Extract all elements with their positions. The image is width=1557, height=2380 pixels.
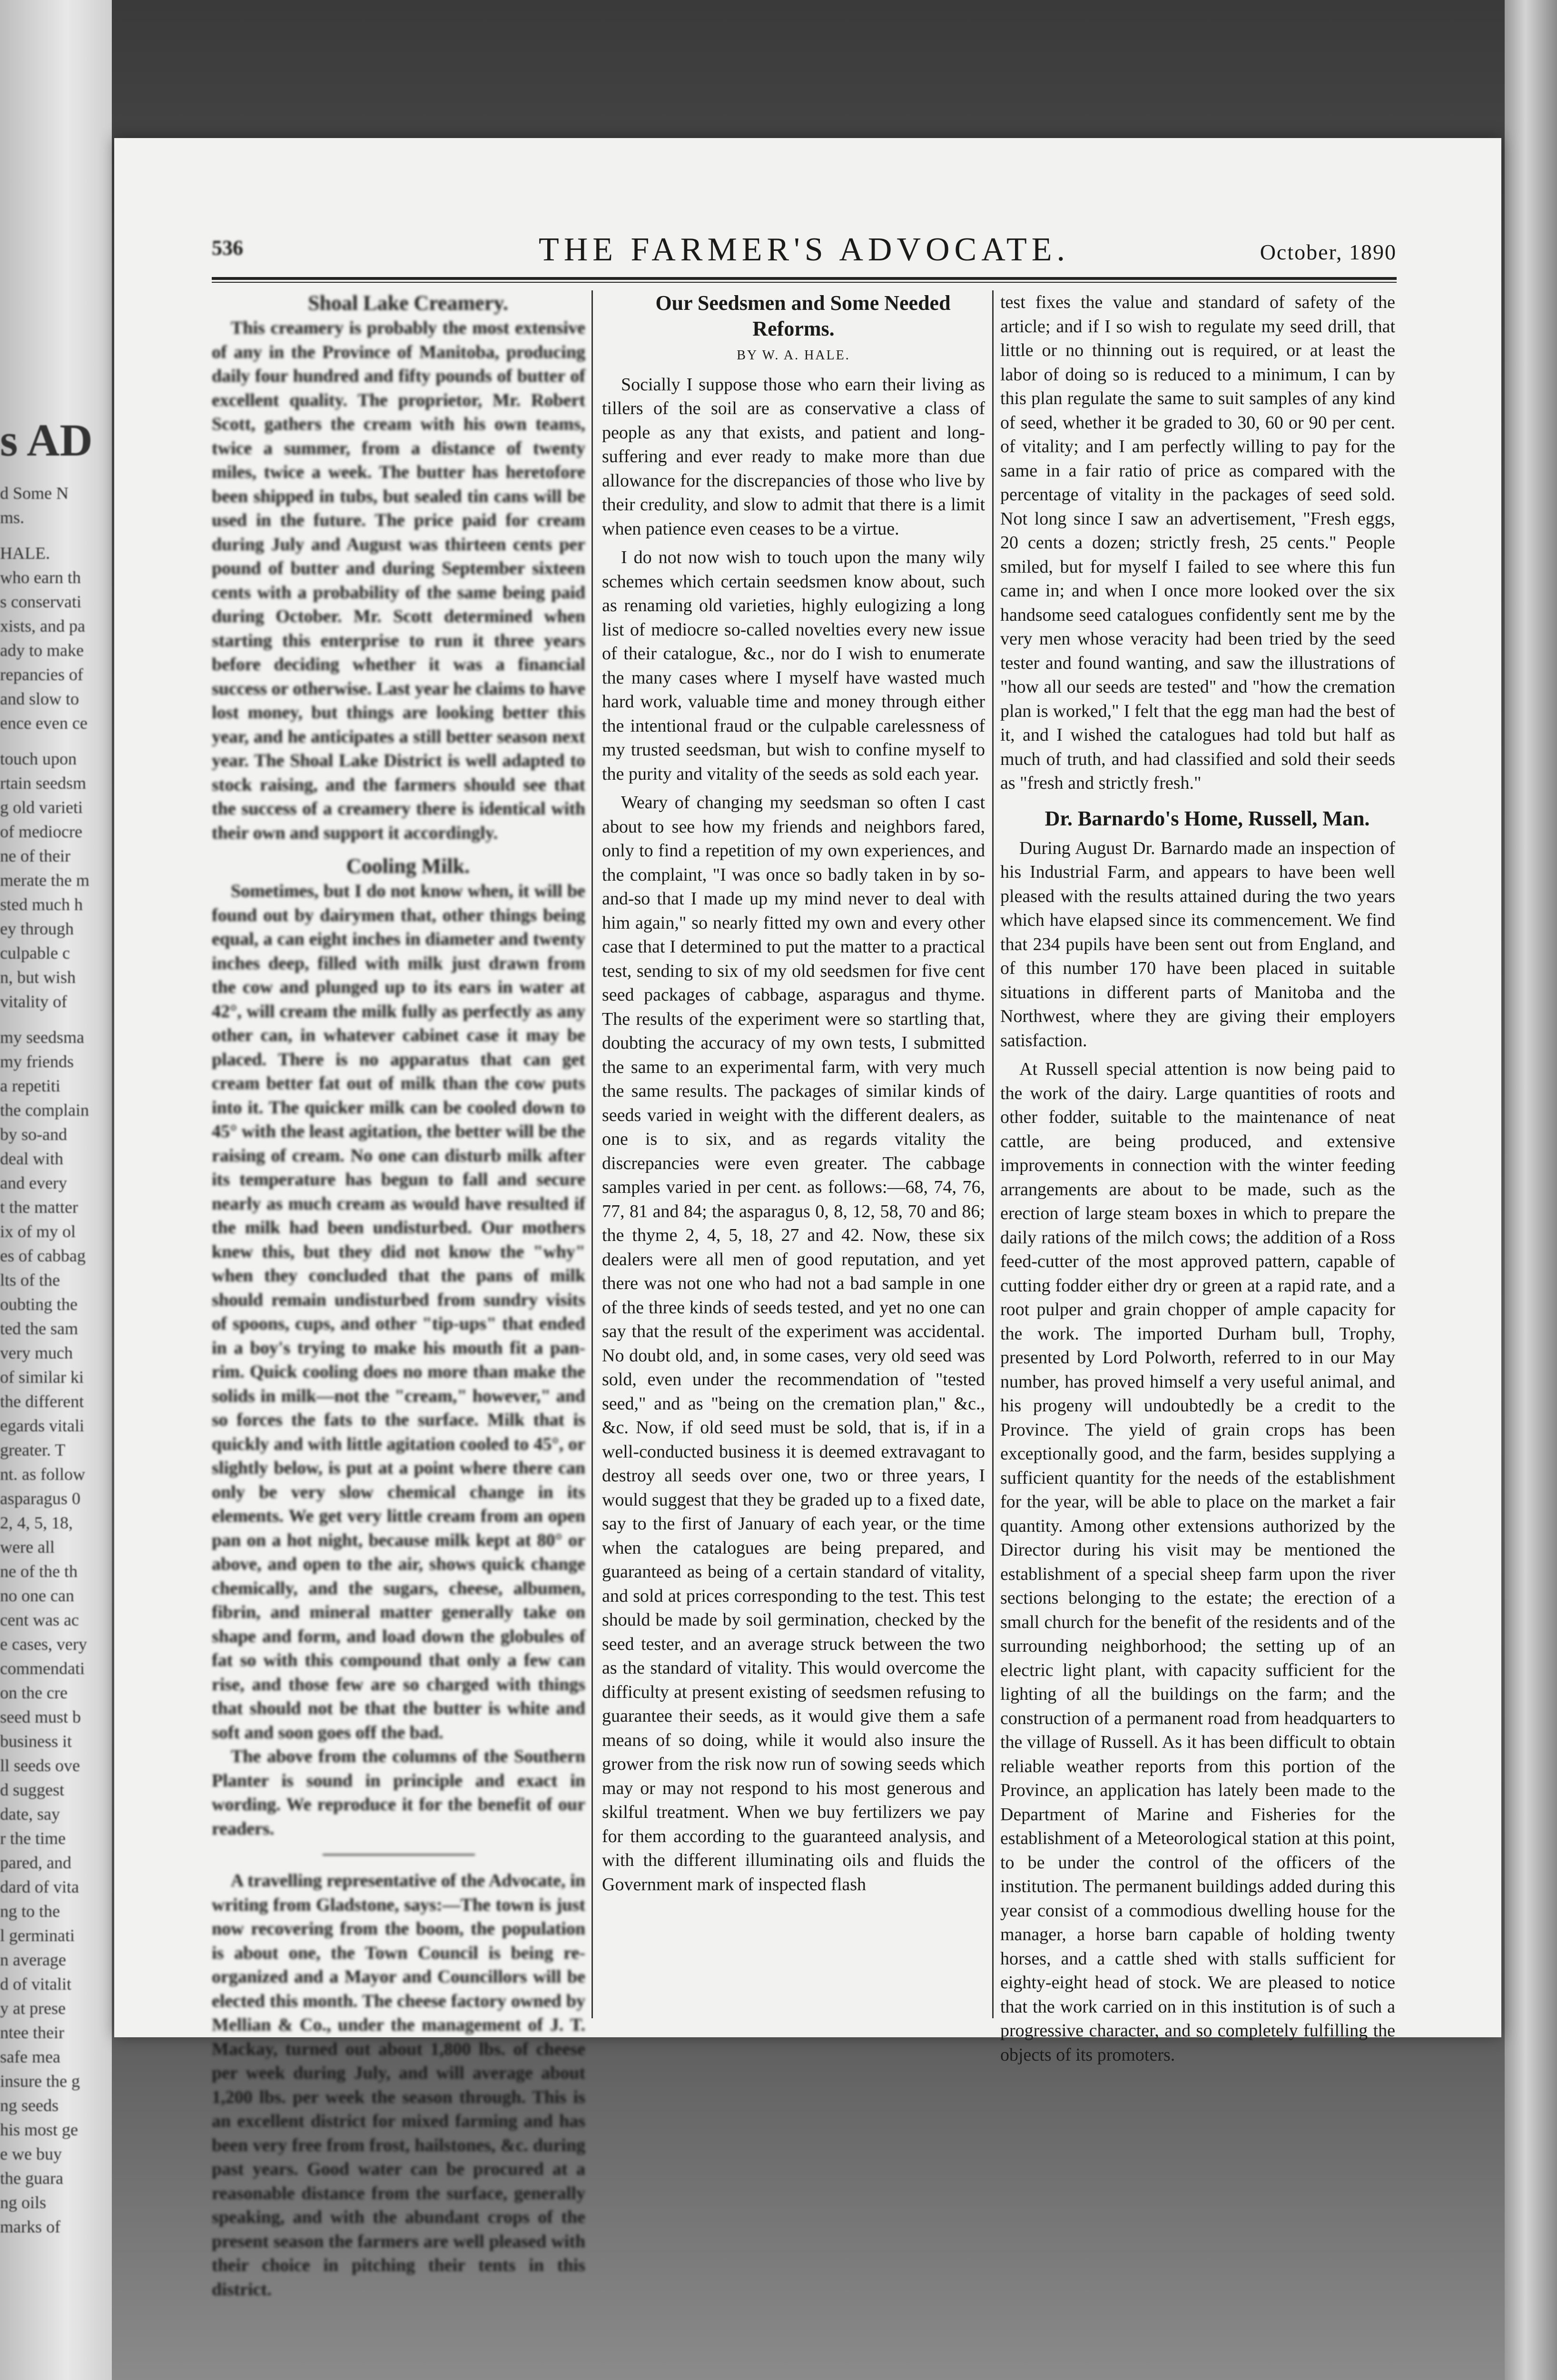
adjacent-page-text: l germinati [0, 1926, 75, 1945]
adjacent-page-text: repancies of [0, 665, 83, 684]
page-header [212, 231, 1397, 269]
adjacent-page-text: d Some N [0, 484, 69, 503]
article-note-southern-planter: The above from the columns of the Southern Planter is sound in principle and exact in wording. We reproduce it for the benefit of our readers. [212, 1746, 585, 1839]
adjacent-page-text: the complain [0, 1101, 89, 1120]
adjacent-page-text: the guara [0, 2169, 63, 2188]
adjacent-page-text: no one can [0, 1586, 74, 1605]
adjacent-page-text: sted much h [0, 895, 83, 914]
adjacent-page-text: n average [0, 1950, 66, 1969]
adjacent-page-text: 2, 4, 5, 18, [0, 1513, 73, 1532]
adjacent-page-text: culpable c [0, 943, 70, 962]
column-rule-2 [992, 290, 994, 2018]
adjacent-page-text: date, say [0, 1805, 60, 1824]
article-title-creamery: Shoal Lake Creamery. [308, 291, 508, 315]
seedsmen-paragraph-3: Weary of changing my seedsman so often I cast about to see how my friends and neighbors fared, only to find a repetition of my own experiences, and the complaint, "I was once so badly taken in by so-and-so that I made up my mind never to deal with him again," so nearly fitted my own and every other case that I determined to put the matter to a practical test, sending to six of my old seedsmen for five cent seed packages of cabbage, asparagus and thyme. The results of the experiment were so startling that, doubting the accuracy of my own tests, I submitted the same to an experimental farm, with very much the same results. The packages of similar kinds of seeds varied in weight with the different dealers, as one is to six, and as regards vitality the discrepancies were even greater. The cabbage samples varied in per cent. as follows:—68, 74, 76, 77, 81 and 84; the asparagus 0, 8, 12, 58, 70 and 86; the thyme 2, 4, 5, 18, 27 and 42. Now, these six dealers were all men of good reputation, and yet there was not one who had not a bad sample in one of the three kinds of seeds tested, and yet no one can say that the result of the experiment was accidental. No doubt old, and, in some cases, very old seed was sold, even under the recommendation of "tested seed," and as "being on the cremation plan," &c., &c. Now, if old seed must be sold, that is, if in a well-conducted business it is deemed extravagant to destroy all seeds over one, two or three years, I would suggest that they be graded up to a fixed date, say to the first of January of each year, or the time when the catalogues are being prepared, and guaranteed as being of a certain standard of vitality, and sold at prices corresponding to the test. This test should be made by soil germination, checked by the seed tester, and an average struck between the two as the standard of vitality. This would overcome the difficulty at present existing of seedsmen refusing to guarantee their seeds, as it would give them a safe means of so doing, while it would also insure the grower from the risk now run of sowing seeds which may or may not respond to his most generous and skilful treatment. When we buy fertilizers we pay for them according to the guaranteed analysis, and with the different illuminating oils and fluids the Government mark of inspected flash [602, 793, 985, 1894]
adjacent-page-text: e we buy [0, 2144, 62, 2163]
adjacent-page-text: business it [0, 1732, 72, 1751]
page-edge-right [1505, 0, 1557, 2380]
column-left [212, 290, 585, 2301]
adjacent-page-text: very much [0, 1343, 73, 1362]
adjacent-page-text: e cases, very [0, 1635, 87, 1654]
seedsmen-paragraph-2: I do not now wish to touch upon the many wily schemes which certain seedsmen know about, such as renaming old varieties, highly eulogizing a long list of mediocre so-called novelties every new issue of their catalogue, &c., nor do I wish to enumerate the many cases where I myself have wasted much hard work, valuable time and money through either the intentional fraud or the culpable carelessness of my trusted seedsman, but wish to confine myself to the purity and vitality of the seeds as sold each year. [602, 547, 985, 784]
adjacent-page-text: and slow to [0, 689, 79, 708]
article-body-creamery: This creamery is probably the most extensive of any in the Province of Manitoba, producing daily four hundred and fifty pounds of butter of excellent quality. The proprietor, Mr. Robert Scott, gathers the cream with his own teams, twice a summer, from a distance of twenty miles, twice a week. The butter has heretofore been shipped in tubs, but sealed tin cans will be used in the future. The price paid for cream during July and August was thirteen cents per pound of butter and during September sixteen cents with a probability of the same being paid during October. Mr. Scott determined when starting this enterprise to run it three years before deciding whether it was a financial success or otherwise. Last year he claims to have lost money, but things are looking better this year, and he anticipates a still better season next year. The Shoal Lake District is well adapted to stock raising, and the farmers should see that the success of a creamery there is identical with their own and support it accordingly. [212, 318, 585, 843]
article-title-seedsmen: Our Seedsmen and Some Needed Reforms. [655, 291, 951, 340]
adjacent-page-text: of similar ki [0, 1368, 84, 1387]
adjacent-page-text: d of vitalit [0, 1974, 71, 1993]
barnardo-paragraph-1: During August Dr. Barnardo made an inspection of his Industrial Farm, and appears to have been well pleased with the results attained during the two years which have elapsed since its commencement. We find that 234 pupils have been sent out from England, and of this number 170 have been placed in suitable situations in different parts of Manitoba and the Northwest, where they are giving their employers satisfaction. [1000, 838, 1395, 1051]
adjacent-page-text: egards vitali [0, 1416, 84, 1435]
adjacent-page-text: es of cabbag [0, 1246, 86, 1265]
page-number: 536 [212, 236, 243, 259]
adjacent-page-text: ng oils [0, 2193, 47, 2212]
adjacent-page-text: r the time [0, 1829, 66, 1848]
adjacent-page-text: y at prese [0, 1999, 66, 2018]
adjacent-page-text: merate the m [0, 871, 89, 890]
column-rule-1 [591, 290, 593, 2018]
adjacent-page-text: touch upon [0, 749, 77, 768]
adjacent-page-text: vitality of [0, 992, 67, 1011]
adjacent-page-text: ms. [0, 508, 25, 527]
adjacent-page-text: ne of the th [0, 1562, 78, 1581]
article-title-cooling-milk: Cooling Milk. [346, 854, 470, 878]
adjacent-page-text: ng to the [0, 1902, 60, 1921]
adjacent-page-text: ey through [0, 919, 74, 938]
article-title-barnardo: Dr. Barnardo's Home, Russell, Man. [1045, 806, 1370, 830]
adjacent-page-text: on the cre [0, 1683, 68, 1702]
adjacent-page-text: n, but wish [0, 968, 76, 987]
adjacent-page-text: lts of the [0, 1270, 60, 1289]
adjacent-page-text: deal with [0, 1149, 63, 1168]
adjacent-page-text: dard of vita [0, 1877, 79, 1896]
adjacent-page-text: s AD [0, 415, 93, 466]
seedsmen-paragraph-1: Socially I suppose those who earn their living as tillers of the soil are as conservative a class of people as any that exists, and patient and long-suffering and ever ready to make more than due allowance for the discrepancies of those who live by their credulity, and slow to admit that there is a limit when patience even ceases to be a virtue. [602, 374, 985, 539]
adjacent-page-text: and every [0, 1173, 67, 1192]
adjacent-page-text: ted the sam [0, 1319, 78, 1338]
adjacent-page-text: ne of their [0, 846, 70, 865]
adjacent-page-text: asparagus 0 [0, 1489, 80, 1508]
adjacent-page-text: ix of my ol [0, 1222, 76, 1241]
adjacent-page-text: seed must b [0, 1707, 81, 1726]
adjacent-page-text: safe mea [0, 2047, 60, 2066]
adjacent-page-text: t the matter [0, 1198, 78, 1217]
barnardo-paragraph-2: At Russell special attention is now being paid to the work of the dairy. Large quantities of roots and other fodder, suitable to the maintenance of neat cattle, are being produced, and extensive improvements in connection with the winter feeding arrangements are about to be made, such as the erection of large steam boxes in which to prepare the daily rations of the milch cows; the addition of a Ross feed-cutter of the most approved pattern, capable of cutting fodder either dry or green at a rapid rate, and a root pulper and grain chopper of ample capacity for the work. The imported Durham bull, Trophy, presented by Lord Polworth, referred to in our May number, has proved himself a very useful animal, and his progeny will undoubtedly be a credit to the Province. The yield of grain crops has been exceptionally good, and the farm, besides supplying a sufficient quantity for the needs of the establishment for the year, will be able to place on the market a fair quantity. Among other extensions authorized by the Director during his visit may be mentioned the establishment of a special sheep farm upon the river sections belonging to the estate; the erection of a small church for the benefit of the residents and of the surrounding neighborhood; the setting up of an electric light plant, with capacity sufficient for the lighting of all the buildings on the farm; and the construction of a permanent road from headquarters to the village of Russell. As it has been difficult to obtain reliable weather reports from this portion of the Province, an application has lately been made to the Department of Marine and Fisheries for the establishment of a Meteorological station at this point, to be under the control of the officers of the institution. The permanent buildings added during this year consist of a commodious dwelling house for the manager, a horse barn capable of holding twenty horses, and a cattle shed with stalls sufficient for eighty-eight head of stock. We are pleased to notice that the work carried on in this institution is of such a progressive character, and so completely fulfilling the objects of its promoters. [1000, 1059, 1395, 2065]
article-divider [323, 1854, 475, 1855]
adjacent-page-text: greater. T [0, 1440, 66, 1459]
adjacent-page-text: of mediocre [0, 822, 82, 841]
adjacent-page-text: my friends [0, 1052, 74, 1071]
adjacent-page-text: his most ge [0, 2120, 79, 2139]
adjacent-page-text: ll seeds ove [0, 1756, 80, 1775]
adjacent-page-text: HALE. [0, 544, 50, 563]
newspaper-page [114, 138, 1501, 2300]
column-right [1000, 290, 1395, 2067]
adjacent-page-text: xists, and pa [0, 616, 85, 635]
adjacent-page-text: by so-and [0, 1125, 67, 1144]
masthead-title: THE FARMER'S ADVOCATE. [538, 231, 1070, 268]
adjacent-page-text: nt. as follow [0, 1465, 85, 1484]
adjacent-page-text: ntee their [0, 2023, 64, 2042]
adjacent-page-text: the different [0, 1392, 84, 1411]
adjacent-page-text: cent was ac [0, 1610, 79, 1629]
adjacent-page-text: ady to make [0, 641, 84, 660]
adjacent-page-text: ence even ce [0, 714, 88, 733]
issue-date: October, 1890 [1260, 240, 1397, 264]
seedsmen-continuation: test fixes the value and standard of safety of the article; and if I so wish to regulate my seed drill, that little or no thinning out is required, or at least the labor of doing so is reduced to a minimum, I can by this plan regulate the same to suit samples of any kind of seed, whether it be graded to 30, 60 or 90 per cent. of vitality; and I am perfectly willing to pay for the same in a fair ratio of price as compared with the percentage of vitality in the packages of seed sold. Not long since I saw an advertisement, "Fresh eggs, 20 cents a dozen; strictly fresh, 25 cents." People smiled, but for myself I failed to see where this fun came in; and when I once more looked over the six handsome seed catalogues confidently sent me by the very men whose veracity had been tried by the seed tester and found wanting, and saw the illustrations of "how all our seeds are tested" and "how the cremation plan is worked," I felt that the egg man had the best of it, and I wished the catalogues had told but half as much of truth, and had classified and sold their seeds as "fresh and strictly fresh." [1000, 292, 1395, 793]
adjacent-page-text: were all [0, 1537, 55, 1557]
adjacent-page-text: oubting the [0, 1295, 78, 1314]
adjacent-page-text: insure the g [0, 2072, 80, 2091]
adjacent-page-text: rtain seedsm [0, 774, 86, 793]
adjacent-page-text: a repetiti [0, 1076, 60, 1095]
article-body-cooling-milk: Sometimes, but I do not know when, it will be found out by dairymen that, other things being equal, a can eight inches in diameter and twenty inches deep, filled with milk just drawn from the cow and plunged up to its ears in water at 42°, will cream the milk fully as perfectly as any other can, in whatever cabinet case it may be placed. There is no apparatus that can get cream better fat out of milk than the cow puts into it. The quicker milk can be cooled down to 45° with the least agitation, the better will be the raising of cream. No one can disturb milk after its temperature has begun to fall and secure nearly as much cream as would have resulted if the milk had been undisturbed. Our mothers knew this, but they did not know the "why" when they concluded that the pans of milk should remain undisturbed from sundry visits of spoons, cups, and other "tip-ups" that ended in a boy's trying to make his mouth fit a pan-rim. Quick cooling does no more than make the solids in milk—not the "cream," however," and so forces the fats to the surface. Milk that is quickly and with little agitation cooled to 45°, or slightly below, is put at a point where there can only be very slow chemical change in its elements. We get very little cream from an open pan on a hot night, because milk kept at 80° or above, and open to the air, shows quick change chemically, and the sugars, cheese, albumen, fibrin, and mineral matter generally take on shape and form, and load down the globules of fat so with this compound that only a few can rise, and those few are so charged with things that should not be that the butter is white and soft and soon goes off the bad. [212, 881, 585, 1743]
adjacent-page-text: my seedsma [0, 1028, 84, 1047]
article-byline: BY W. A. HALE. [737, 348, 850, 363]
adjacent-page-text: pared, and [0, 1853, 71, 1872]
adjacent-page-text: d suggest [0, 1780, 64, 1799]
adjacent-page-fragment [0, 0, 112, 2380]
adjacent-page-text: marks of [0, 2217, 60, 2236]
adjacent-page-text: s conservati [0, 592, 81, 611]
header-rule [212, 277, 1397, 283]
article-body-gladstone: A travelling representative of the Advocate, in writing from Gladstone, says:—The town is just now recovering from the boom, the population is about one, the Town Council is being re-organized and a Mayor and Councillors will be elected this month. The cheese factory owned by Mellian & Co., under the management of J. T. Mackay, turned out about 1,800 lbs. of cheese per week during July, and will average about 1,200 lbs. per week the season through. This is an excellent district for mixed farming and has been very free from frost, hailstones, &c. during past years. Good water can be procured at a reasonable distance from the surface, generally speaking, and with the abundant crops of the present season the farmers are well pleased with their choice in pitching their tents in this district. [212, 1871, 585, 2300]
adjacent-page-text: who earn th [0, 568, 81, 587]
adjacent-page-text: commendati [0, 1659, 85, 1678]
column-middle [602, 290, 985, 1896]
adjacent-page-text: ng seeds [0, 2096, 59, 2115]
adjacent-page-text: g old varieti [0, 798, 83, 817]
